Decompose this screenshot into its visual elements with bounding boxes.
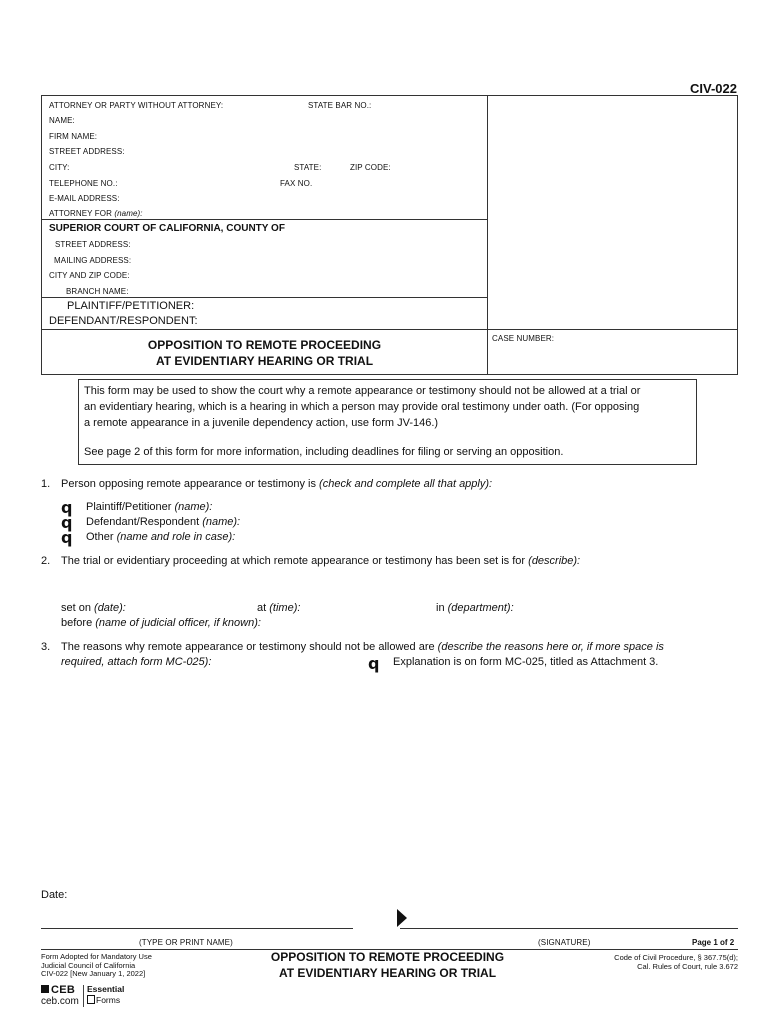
name-label: NAME: (49, 116, 75, 125)
notice-line3: a remote appearance in a juvenile dependency action, use form JV-146.) (84, 417, 439, 429)
item2-text-row (61, 555, 580, 567)
print-name-line[interactable] (41, 928, 353, 929)
email-label: E-MAIL ADDRESS: (49, 194, 120, 203)
option-plaintiff (86, 501, 212, 513)
attachment-text: Explanation is on form MC-025, titled as Attachment 3. (393, 656, 659, 668)
option-defendant-label: Defendant/Respondent (86, 516, 200, 528)
code-line2: Cal. Rules of Court, rule 3.672 (637, 962, 738, 971)
ceb-logo-mark-icon (41, 985, 49, 993)
form-id: CIV-022 (690, 81, 737, 96)
caption-title-line1: OPPOSITION TO REMOTE PROCEEDING (147, 338, 382, 352)
fax-label: FAX NO. (280, 179, 313, 188)
header-divider-vertical (487, 95, 488, 375)
code-references (560, 953, 738, 971)
option-plaintiff-label: Plaintiff/Petitioner (86, 501, 172, 513)
item1-instruction: (check and complete all that apply): (319, 478, 493, 490)
caption-title-line2: AT EVIDENTIARY HEARING OR TRIAL (155, 354, 374, 368)
department-row (436, 602, 514, 614)
zip-code-label: ZIP CODE: (350, 163, 391, 172)
telephone-label: TELEPHONE NO.: (49, 179, 118, 188)
judge-hint: (name of judicial officer, if known): (95, 617, 261, 629)
state-label: STATE: (294, 163, 322, 172)
parties-section-divider (41, 297, 488, 298)
time-row (257, 602, 300, 614)
notice-line4: See page 2 of this form for more information, including deadlines for filing or serving an opposition. (84, 446, 564, 458)
department-hint: (department): (447, 602, 514, 614)
adopted-line2: Judicial Council of California (41, 960, 136, 970)
item3-instruction-line2: required, attach form MC-025): (61, 656, 212, 668)
adopted-line3: CIV-022 [New January 1, 2022] (41, 969, 146, 978)
header-box (41, 95, 738, 375)
attorney-for-text: ATTORNEY FOR (49, 209, 112, 218)
set-on-row (61, 602, 126, 614)
adopted-info (41, 953, 152, 979)
court-mailing-label: MAILING ADDRESS: (54, 256, 132, 265)
attorney-for-label (49, 209, 143, 218)
forms-page-icon (87, 995, 95, 1004)
caption-section-divider (41, 329, 738, 330)
attorney-for-name-hint: (name): (114, 209, 143, 218)
print-name-label: (TYPE OR PRINT NAME) (139, 938, 233, 947)
signature-line[interactable] (400, 928, 738, 929)
plaintiff-checkbox[interactable]: q (61, 498, 73, 517)
state-bar-label: STATE BAR NO.: (308, 101, 372, 110)
ceb-logo (41, 985, 131, 1011)
time-hint: (time): (269, 602, 301, 614)
forms-text-row (87, 995, 120, 1005)
in-label: in (436, 602, 445, 614)
defendant-checkbox[interactable]: q (61, 513, 73, 532)
signature-label: (SIGNATURE) (538, 938, 591, 947)
notice-text (84, 383, 640, 460)
judge-row (61, 617, 261, 629)
essential-text: Essential (87, 984, 125, 994)
attorney-label: ATTORNEY OR PARTY WITHOUT ATTORNEY: (49, 101, 224, 110)
item1-number: 1. (41, 478, 51, 490)
before-label: before (61, 617, 93, 629)
adopted-line1: Form Adopted for Mandatory Use (41, 952, 152, 961)
option-other (86, 531, 235, 543)
option-other-label: Other (86, 531, 114, 543)
defendant-label: DEFENDANT/RESPONDENT: (49, 315, 198, 327)
footer-title (255, 949, 520, 981)
date-label: Date: (41, 889, 68, 901)
item2-text: The trial or evidentiary proceeding at which remote appearance or testimony has been set is for (61, 555, 526, 567)
logo-divider (83, 985, 84, 1007)
other-checkbox[interactable]: q (61, 528, 73, 547)
forms-text: Forms (96, 995, 121, 1005)
ceb-logo-text: CEB (51, 984, 76, 996)
notice-line2: an evidentiary hearing, which is a hearing in which a person may provide oral testimony under oath. (For opposing (84, 401, 640, 413)
code-line1: Code of Civil Procedure, § 367.75(d); (614, 953, 738, 962)
firm-name-label: FIRM NAME: (49, 132, 98, 141)
court-city-zip-label: CITY AND ZIP CODE: (49, 271, 130, 280)
item3-instruction-line1: (describe the reasons here or, if more space is (437, 641, 664, 653)
street-address-label: STREET ADDRESS: (49, 147, 125, 156)
court-section-divider (41, 219, 488, 220)
court-branch-label: BRANCH NAME: (66, 287, 129, 296)
item1-text: Person opposing remote appearance or testimony is (61, 478, 316, 490)
date-hint: (date): (94, 602, 126, 614)
option-other-hint: (name and role in case): (116, 531, 236, 543)
signature-arrow-icon (396, 908, 408, 928)
page-number: Page 1 of 2 (692, 938, 735, 947)
plaintiff-label: PLAINTIFF/PETITIONER: (67, 300, 195, 312)
caption-title (41, 337, 488, 369)
case-number-label: CASE NUMBER: (492, 334, 555, 343)
item2-instruction: (describe): (528, 555, 581, 567)
option-defendant-hint: (name): (202, 516, 241, 528)
court-street-label: STREET ADDRESS: (55, 240, 131, 249)
footer-title-line1: OPPOSITION TO REMOTE PROCEEDING (270, 950, 505, 964)
item3-text-row (61, 641, 664, 653)
notice-line1: This form may be used to show the court why a remote appearance or testimony should not be allowed at a trial or (84, 385, 641, 397)
item1-text-row (61, 478, 492, 490)
footer-title-line2: AT EVIDENTIARY HEARING OR TRIAL (278, 966, 497, 980)
at-label: at (257, 602, 267, 614)
court-title: SUPERIOR COURT OF CALIFORNIA, COUNTY OF (49, 223, 285, 234)
ceb-site-text: ceb.com (41, 996, 79, 1007)
attachment-checkbox[interactable]: q (368, 654, 380, 673)
item3-number: 3. (41, 641, 51, 653)
item3-text: The reasons why remote appearance or testimony should not be allowed are (61, 641, 435, 653)
option-defendant (86, 516, 240, 528)
item2-number: 2. (41, 555, 51, 567)
set-on-label: set on (61, 602, 91, 614)
option-plaintiff-hint: (name): (174, 501, 213, 513)
city-label: CITY: (49, 163, 70, 172)
